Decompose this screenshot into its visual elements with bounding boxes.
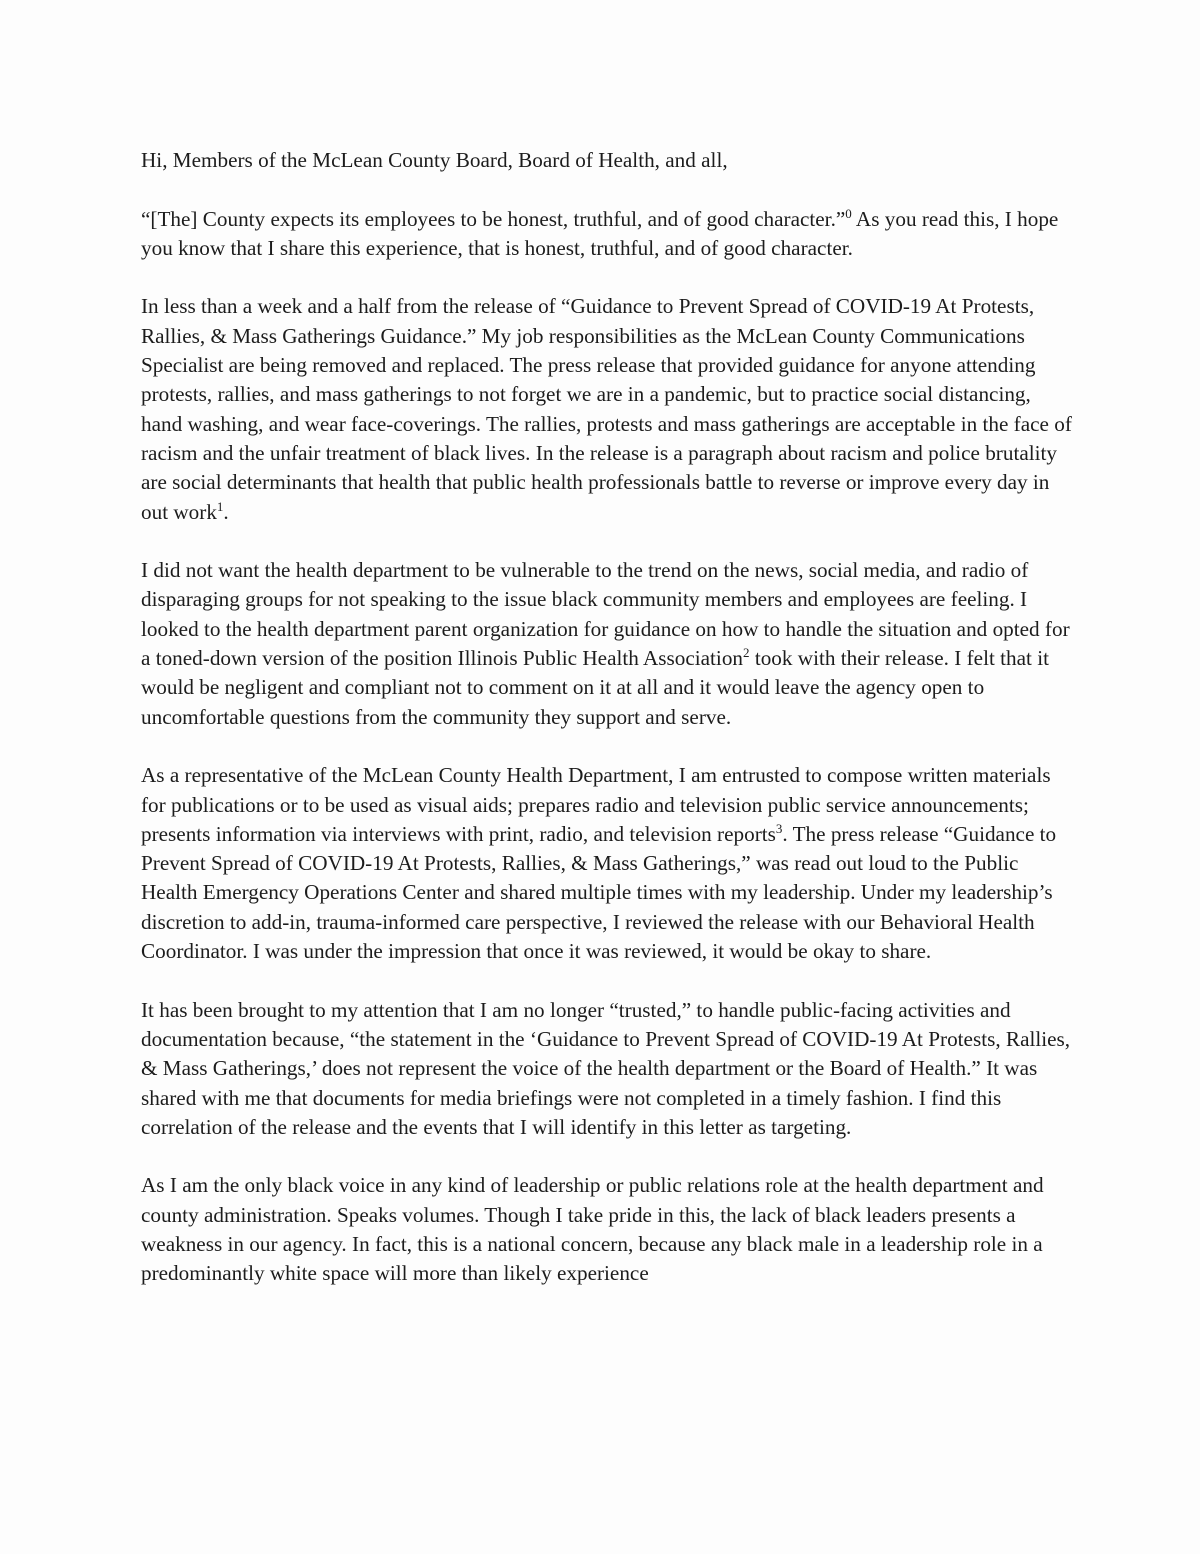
footnote-ref-3: 3: [775, 820, 783, 836]
letter-body: [141, 146, 1076, 1318]
paragraph-4-text: As a representative of the McLean County Health Department, I am entrusted to compose written materials for publications or to be used as visual aids; prepares radio and television public service announcements; presents information via interviews with print, radio, and television reports: [141, 763, 1051, 846]
footnote-ref-0: 0: [845, 205, 852, 221]
paragraph-3-text-cont: took with their release. I felt that it would be negligent and compliant not to comment on it at all and it would leave the agency open to uncomfortable questions from the community they support and serve.: [141, 646, 1049, 729]
footnote-ref-2: 2: [743, 644, 750, 660]
paragraph-2-text: In less than a week and a half from the release of “Guidance to Prevent Spread of COVID-19 At Protests, Rallies, & Mass Gatherings Guidance.” My job responsibilities as the McLean County Communications Specialist are being removed and replaced. The press release that provided guidance for anyone attending protests, rallies, and mass gatherings to not forget we are in a pandemic, but to practice social distancing, hand washing, and wear face-coverings. The rallies, protests and mass gatherings are acceptable in the face of racism and the unfair treatment of black lives. In the release is a paragraph about racism and police brutality are social determinants that health that public health professionals battle to reverse or improve every day in out work: [141, 294, 1072, 524]
paragraph-1-text-cont: As you read this, I hope you know that I share this experience, that is honest, truthful, and of good character.: [141, 206, 1059, 260]
paragraph-6: As I am the only black voice in any kind of leadership or public relations role at the health department and county administration. Speaks volumes. Though I take pride in this, the lack of black leaders presents a weakness in our agency. In fact, this is a national concern, because any black male in a leadership role in a predominantly white space will more than likely experience: [141, 1173, 1044, 1286]
paragraph-4: [141, 761, 1076, 966]
paragraph-4-text-cont: . The press release “Guidance to Prevent Spread of COVID-19 At Protests, Rallies, & Mass Gatherings,” was read out loud to the Public Health Emergency Operations Center and shared multiple times with my leadership. Under my leadership’s discretion to add-in, trauma-informed care perspective, I reviewed the release with our Behavioral Health Coordinator. I was under the impression that once it was reviewed, it would be okay to share.: [141, 821, 1057, 964]
paragraph-2: [141, 292, 1076, 526]
paragraph-3-text: I did not want the health department to be vulnerable to the trend on the news, social media, and radio of disparaging groups for not speaking to the issue black community members and employees are feeling. I looked to the health department parent organization for guidance on how to handle the situation and opted for a toned-down version of the position Illinois Public Health Association: [141, 558, 1070, 671]
paragraph-5: It has been brought to my attention that I am no longer “trusted,” to handle public-facing activities and documentation because, “the statement in the ‘Guidance to Prevent Spread of COVID-19 At Protests, Rallies, & Mass Gatherings,’ does not represent the voice of the health department or the Board of Health.” It was shared with me that documents for media briefings were not completed in a timely fashion. I find this correlation of the release and the events that I will identify in this letter as targeting.: [141, 997, 1071, 1139]
paragraph-1-text: “[The] County expects its employees to be honest, truthful, and of good character.”: [141, 206, 846, 231]
footnote-ref-1: 1: [216, 498, 224, 514]
paragraph-2-text-cont: .: [223, 499, 229, 524]
paragraph-3: [141, 556, 1076, 732]
greeting: Hi, Members of the McLean County Board, Board of Health, and all,: [141, 148, 728, 172]
paragraph-1: [141, 205, 1076, 264]
